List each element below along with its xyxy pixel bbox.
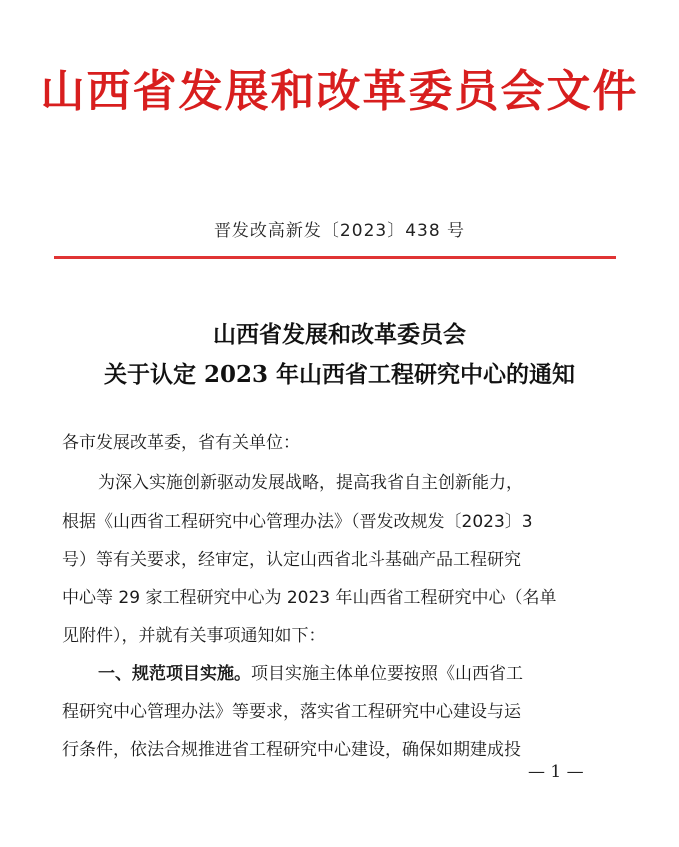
paragraph-1-line-1: 为深入实施创新驱动发展战略，提高我省自主创新能力， bbox=[98, 473, 523, 493]
paragraph-1-line-4: 中心等 29 家工程研究中心为 2023 年山西省工程研究中心（名单 bbox=[62, 588, 557, 608]
document-header-title: 山西省发展和改革委员会文件 bbox=[40, 66, 639, 117]
section-1-first-line-text: 项目实施主体单位要按照《山西省工 bbox=[251, 664, 523, 684]
red-divider-rule bbox=[54, 256, 616, 259]
section-1-heading: 一、规范项目实施。 bbox=[98, 664, 251, 684]
section-1-line-3: 行条件，依法合规推进省工程研究中心建设，确保如期建成投 bbox=[62, 740, 521, 760]
section-1-line-1 bbox=[98, 662, 523, 686]
notice-title-line-1: 山西省发展和改革委员会 bbox=[213, 321, 466, 348]
salutation: 各市发展改革委，省有关单位： bbox=[62, 433, 300, 453]
paragraph-1-line-2: 根据《山西省工程研究中心管理办法》（晋发改规发〔2023〕3 bbox=[62, 512, 533, 532]
paragraph-1-line-5: 见附件），并就有关事项通知如下： bbox=[62, 626, 326, 646]
section-1-line-2: 程研究中心管理办法》等要求，落实省工程研究中心建设与运 bbox=[62, 702, 521, 722]
document-number: 晋发改高新发〔2023〕438 号 bbox=[213, 221, 466, 241]
paragraph-1-line-3: 号）等有关要求，经审定，认定山西省北斗基础产品工程研究 bbox=[62, 550, 521, 570]
notice-title-line-2: 关于认定 2023 年山西省工程研究中心的通知 bbox=[103, 361, 576, 388]
page-number: — 1 — bbox=[528, 762, 584, 782]
